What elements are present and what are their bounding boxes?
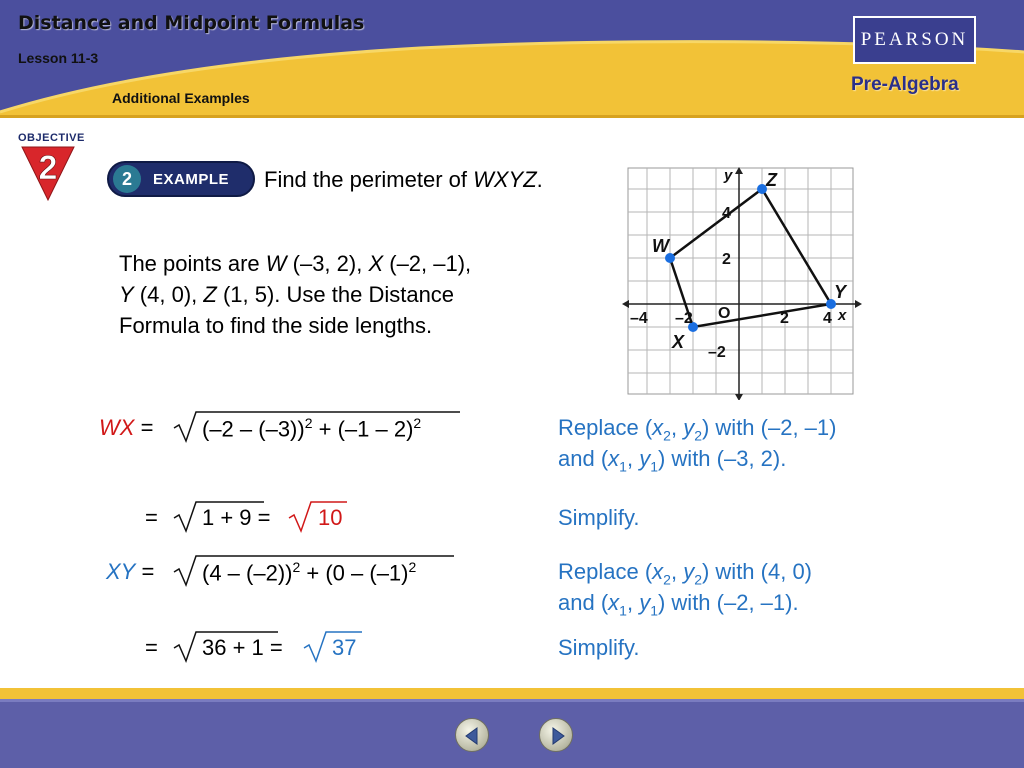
xy-label: XY: [106, 559, 136, 584]
subscript: 2: [694, 427, 702, 444]
exponent: 2: [408, 559, 417, 575]
radicand-term: (–2 – (–3)): [202, 416, 305, 442]
xy-simplify-note: Simplify.: [558, 635, 640, 660]
tick-x-4: 4: [823, 310, 832, 327]
equals-sign: =: [140, 415, 154, 440]
tick-x-neg2: –2: [675, 310, 693, 327]
point-name-w: W: [265, 251, 287, 276]
equals-sign: =: [269, 635, 283, 660]
slide-footer: [0, 688, 1024, 768]
course-label: Pre-Algebra: [851, 74, 959, 95]
graph-grid: [628, 168, 853, 394]
var-x: x: [608, 590, 620, 615]
x-axis-arrow-left: [622, 300, 629, 308]
intro-text: The points are: [119, 251, 266, 276]
forward-arrow-icon: [540, 719, 574, 753]
section-label: Additional Examples: [112, 90, 250, 106]
tick-x-2: 2: [780, 310, 789, 327]
wx-note-line-1: [558, 415, 836, 443]
subscript: 2: [663, 427, 671, 444]
note-text: ,: [626, 590, 640, 615]
objective-label: OBJECTIVE: [18, 132, 85, 144]
note-text: and (: [558, 446, 609, 471]
back-arrow-icon: [456, 719, 490, 753]
point-name-x: X: [368, 251, 384, 276]
exponent: 2: [292, 559, 301, 575]
label-y: Y: [834, 282, 847, 302]
note-text: ,: [626, 446, 640, 471]
xy-radicand: [202, 559, 416, 586]
note-text: ) with (–3, 2).: [657, 446, 787, 471]
equals-sign: =: [257, 505, 271, 530]
objective-number: 2: [38, 149, 58, 187]
exponent: 2: [304, 415, 313, 431]
label-z: Z: [766, 170, 777, 190]
wx-note-line-2: [558, 446, 786, 474]
xy-note-line-2: [558, 590, 799, 618]
next-slide-button[interactable]: [539, 718, 573, 752]
note-text: and (: [558, 590, 609, 615]
var-y: y: [683, 415, 695, 440]
note-text: ) with (–2, –1): [701, 415, 837, 440]
note-text: ) with (4, 0): [701, 559, 813, 584]
exponent: 2: [413, 415, 422, 431]
radicand-term: (4 – (–2)): [202, 560, 293, 586]
subscript: 1: [650, 602, 658, 619]
xy-simplify-equals: =: [145, 635, 158, 660]
var-x: x: [652, 415, 664, 440]
objective-triangle-icon: [18, 144, 78, 202]
prompt-figure: WXYZ: [473, 167, 537, 192]
example-badge: [107, 161, 255, 197]
point-name-z: Z: [203, 282, 217, 307]
wx-radicand: [202, 415, 421, 442]
note-text: Replace (: [558, 559, 653, 584]
subscript: 1: [619, 602, 627, 619]
xy-simplify-expr: [202, 635, 283, 661]
var-x: x: [652, 559, 664, 584]
radicand-term: 36 + 1: [202, 635, 264, 660]
example-word: EXAMPLE: [153, 170, 230, 188]
wx-label: WX: [99, 415, 135, 440]
previous-slide-button[interactable]: [455, 718, 489, 752]
prompt-end: .: [536, 167, 543, 192]
slide-title: Distance and Midpoint Formulas: [18, 12, 365, 34]
radicand-term: + (–1 – 2): [312, 416, 414, 442]
objective-badge: [18, 132, 92, 207]
example-number: 2: [113, 165, 141, 193]
pearson-logo: PEARSON: [853, 16, 976, 64]
origin-label: O: [718, 305, 731, 322]
xy-equation: [106, 559, 154, 585]
label-w: W: [652, 236, 669, 256]
y-axis-arrow-down: [735, 394, 743, 400]
x-axis-arrow-right: [855, 300, 862, 308]
intro-line-2: [119, 282, 454, 308]
radicand-term: + (0 – (–1): [300, 560, 409, 586]
intro-line-3: Formula to find the side lengths.: [119, 313, 433, 338]
intro-text: (–2, –1),: [383, 251, 472, 276]
subscript: 2: [663, 571, 671, 588]
intro-line-1: [119, 251, 471, 277]
label-x: X: [672, 332, 685, 352]
subscript: 1: [619, 458, 627, 475]
intro-text: (1, 5). Use the Distance: [216, 282, 455, 307]
wx-simplify-equals: =: [145, 505, 158, 530]
var-x: x: [608, 446, 620, 471]
equals-sign: =: [141, 559, 155, 584]
intro-text: (–3, 2),: [286, 251, 369, 276]
var-y: y: [639, 590, 651, 615]
var-y: y: [683, 559, 695, 584]
intro-text: (4, 0),: [133, 282, 204, 307]
lesson-label: Lesson 11-3: [18, 50, 99, 66]
tick-x-neg4: –4: [630, 310, 648, 327]
example-prompt: [264, 167, 543, 193]
xy-result: 37: [332, 635, 357, 660]
var-y: y: [639, 446, 651, 471]
wx-equation: [99, 415, 153, 441]
note-text: ,: [670, 415, 684, 440]
slide-header: [0, 0, 1024, 118]
subscript: 2: [694, 571, 702, 588]
y-axis-label: y: [724, 167, 733, 184]
xy-note-line-1: [558, 559, 812, 587]
tick-y-neg2: –2: [708, 344, 726, 361]
wx-simplify-expr: [202, 505, 271, 531]
subscript: 1: [650, 458, 658, 475]
prompt-text: Find the perimeter of: [264, 167, 474, 192]
wx-result: 10: [318, 505, 343, 530]
tick-y-4: 4: [722, 205, 731, 222]
point-name-y: Y: [119, 282, 134, 307]
x-axis-label: x: [838, 307, 847, 324]
radicand-term: 1 + 9: [202, 505, 252, 530]
wx-simplify-note: Simplify.: [558, 505, 640, 530]
tick-y-2: 2: [722, 251, 731, 268]
note-text: ,: [670, 559, 684, 584]
coordinate-graph: [618, 160, 868, 400]
note-text: ) with (–2, –1).: [657, 590, 799, 615]
note-text: Replace (: [558, 415, 653, 440]
